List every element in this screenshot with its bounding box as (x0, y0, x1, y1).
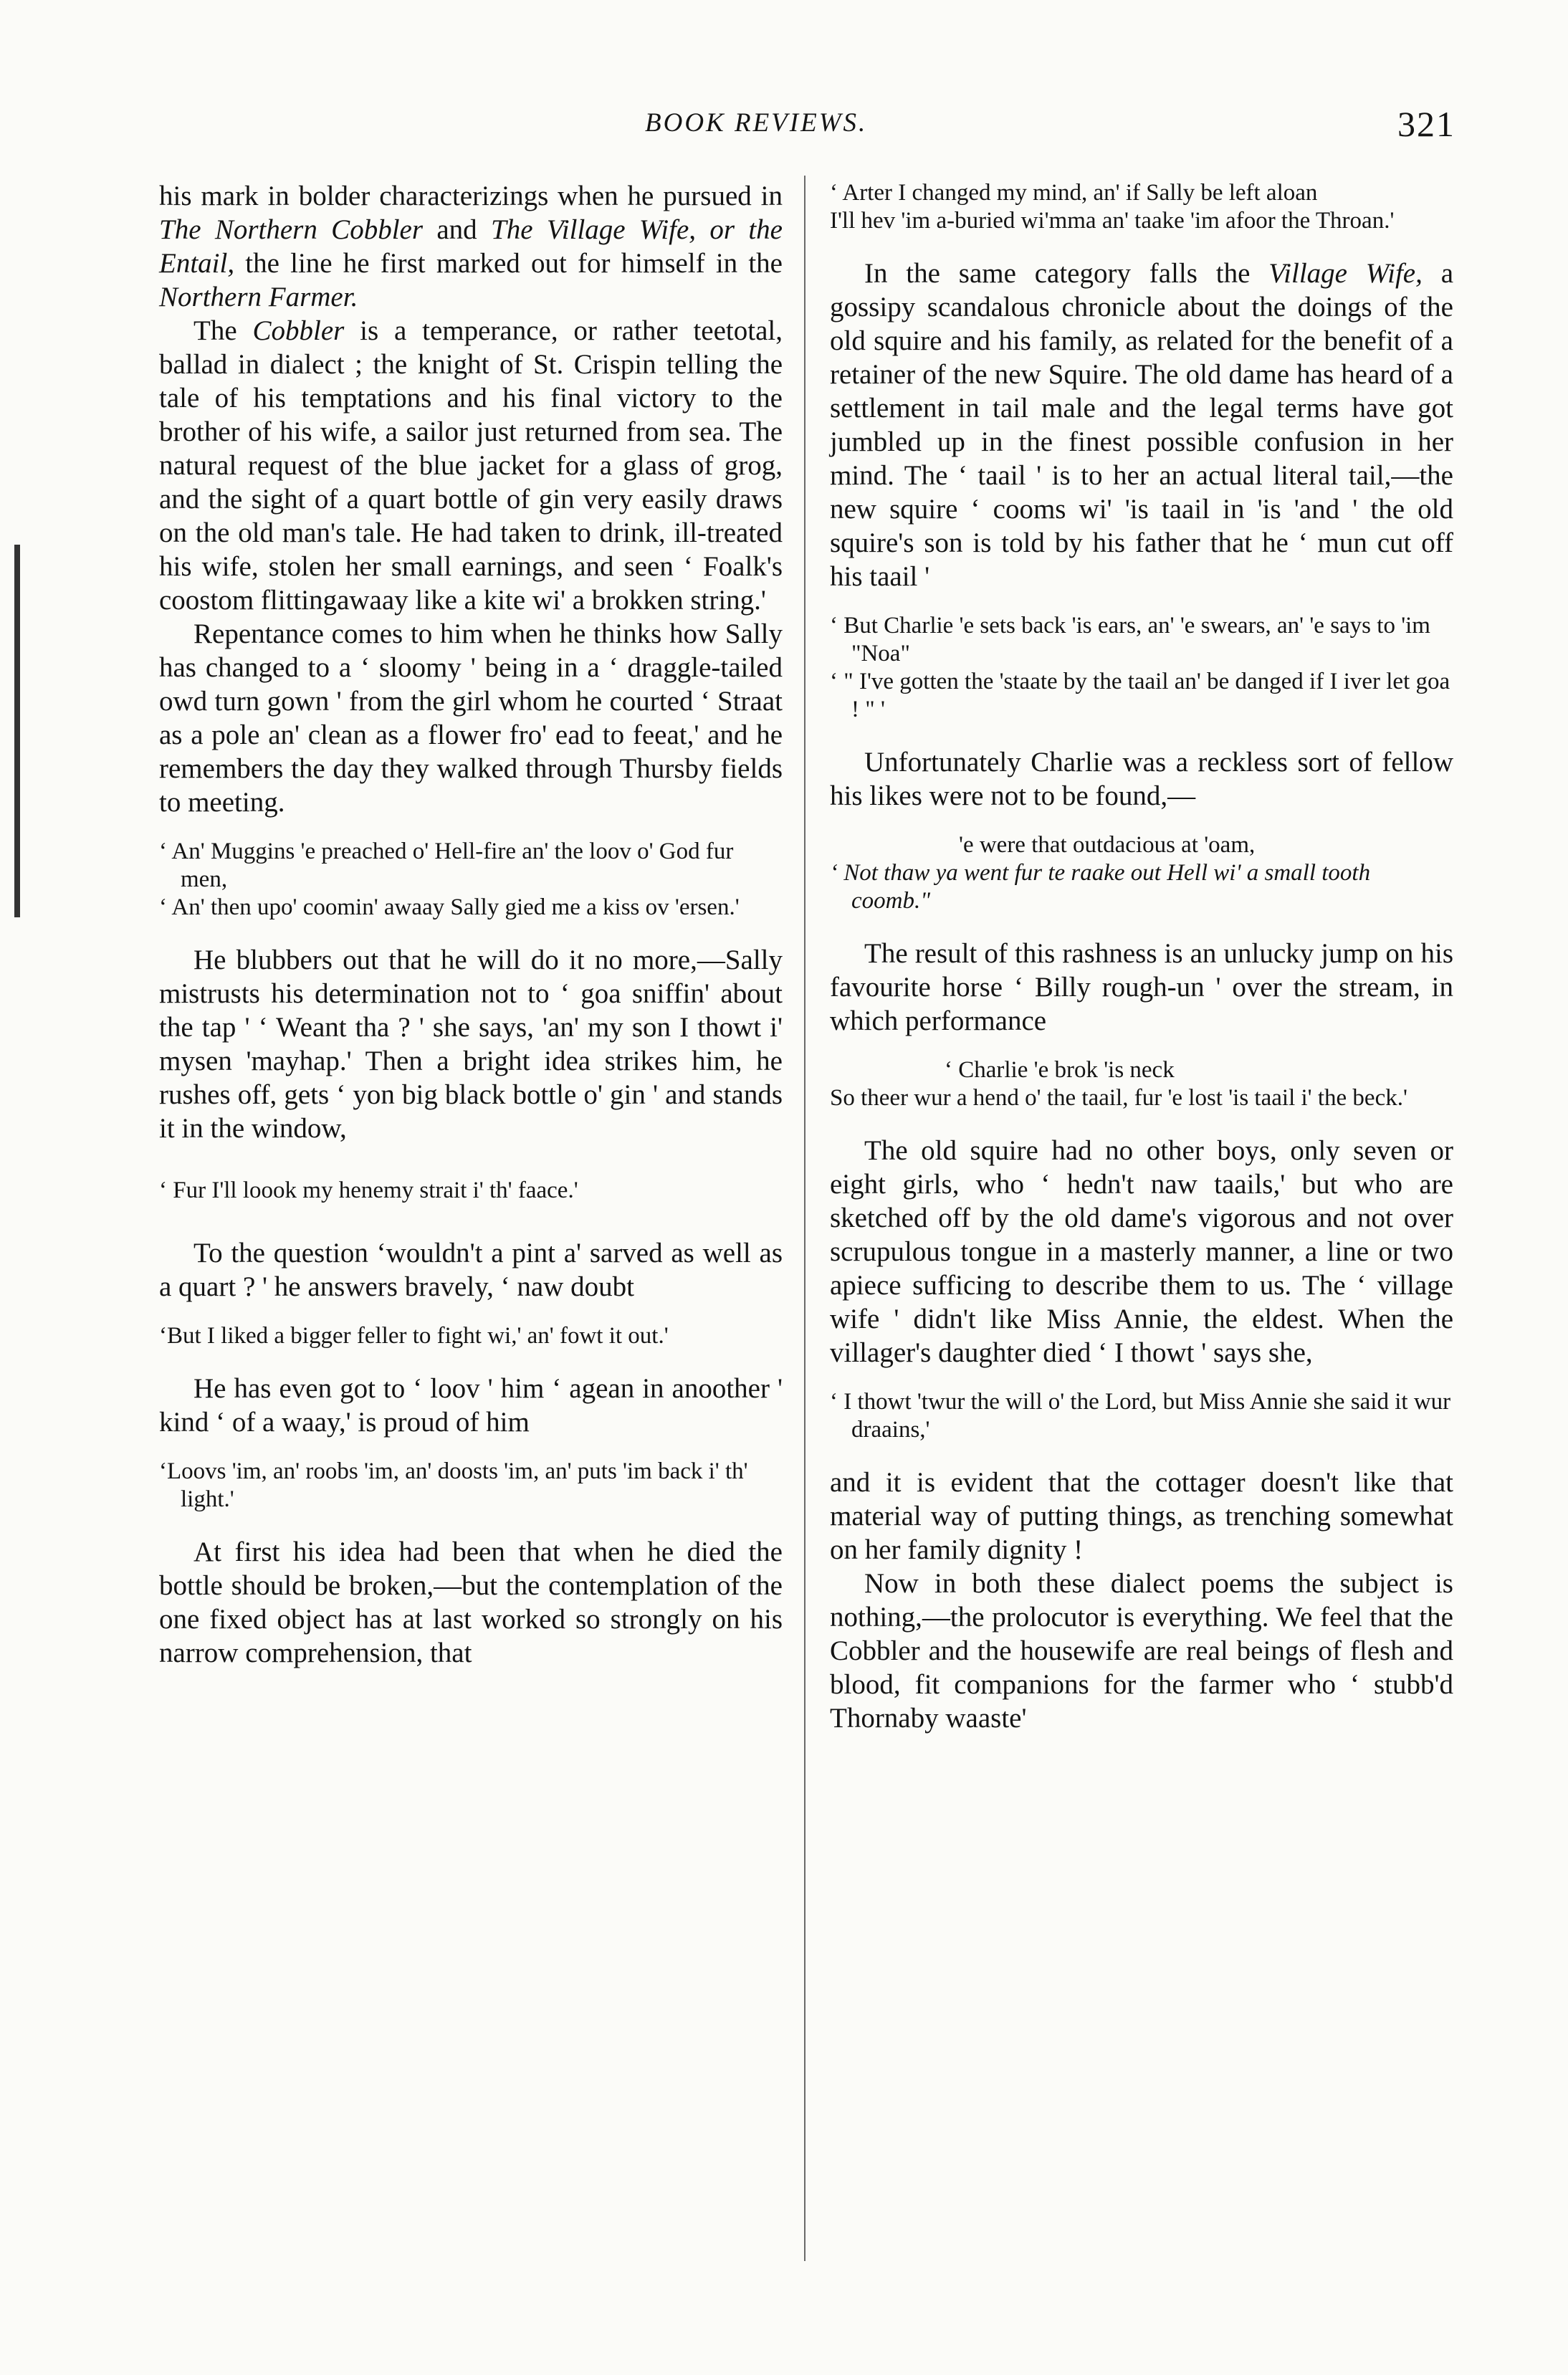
paragraph: his mark in bolder characterizings when he pursued in The Northern Cobbler and The Village Wife, or the Entail, the line he first marked out for himself in the Northern Farmer. (159, 181, 783, 312)
paragraph: He has even got to ‘ loov ' him ‘ agean in anoother ' kind ‘ of a waay,' is proud of him (159, 1373, 783, 1438)
right-column (830, 179, 1453, 1735)
verse-quote (159, 838, 783, 922)
paragraph: At first his idea had been that when he died the bottle should be broken,—but the contemplation of the one fixed object has at last worked so strongly on his narrow comprehension, that (159, 1537, 783, 1668)
verse-line: ‘ Fur I'll loook my henemy strait i' th' faace.' (159, 1177, 578, 1203)
margin-scan-mark (14, 545, 20, 917)
verse-quote (159, 1177, 783, 1205)
verse-quote (830, 1388, 1453, 1444)
paragraph: Repentance comes to him when he thinks how Sally has changed to a ‘ sloomy ' being in a ‘ draggle-tailed owd turn gown ' from the girl whom he courted ‘ Straat as a pole an' clean as a flower fro' ead to feeat,' and he remembers the day they walked through Thursby fields to meeting. (159, 618, 783, 818)
paragraph: He blubbers out that he will do it no more,—Sally mistrusts his determination not to ‘ goa sniffin' about the tap ' ‘ Weant tha ? ' she says, 'an' my son I thowt i' mysen 'mayhap.' Then a bright idea strikes him, he rushes off, gets ‘ yon big black bottle o' gin ' and stands it in the window, (159, 945, 783, 1144)
paragraph: In the same category falls the Village Wife, a gossipy scandalous chronicle about the doings of the old squire and his family, as related for the benefit of a retainer of the new Squire. The old dame has heard of a settlement in tail male and the legal terms have got jumbled up in the finest possible confusion in her mind. The ‘ taail ' is to her an actual literal tail,—the new squire ‘ cooms wi' 'is taail in 'is 'and ' the old squire's son is told by his father that he ‘ mun cut off his taail ' (830, 258, 1454, 592)
verse-line: ‘ An' Muggins 'e preached o' Hell-fire an' the loov o' God fur men, (159, 838, 734, 892)
verse-line: ‘ " I've gotten the 'staate by the taail an' be danged if I iver let goa ! " ' (830, 669, 1450, 722)
verse-line: ‘But I liked a bigger feller to fight wi,' an' fowt it out.' (159, 1323, 669, 1349)
paragraph: The result of this rashness is an unlucky jump on his favourite horse ‘ Billy rough-un ' over the stream, in which performance (830, 938, 1453, 1036)
running-head: BOOK REVIEWS. (645, 108, 868, 138)
verse-quote (830, 831, 1453, 915)
paragraph: Unfortunately Charlie was a reckless sort of fellow his likes were not to be found,— (830, 747, 1453, 811)
page-number: 321 (1397, 104, 1455, 144)
column-divider (804, 176, 805, 2261)
verse-quote (830, 179, 1453, 235)
verse-line: ‘ Arter I changed my mind, an' if Sally be left aloan (830, 180, 1318, 206)
verse-line: ‘ An' then upo' coomin' awaay Sally gied me a kiss ov 'ersen.' (159, 894, 740, 920)
page-header (0, 104, 1568, 150)
paragraph: and it is evident that the cottager doesn't like that material way of putting things, as trenching somewhat on her family dignity ! (830, 1467, 1453, 1565)
verse-line: ‘Loovs 'im, an' roobs 'im, an' doosts 'im, an' puts 'im back i' th' light.' (159, 1458, 748, 1512)
verse-line: ‘ Charlie 'e brok 'is neck (945, 1057, 1175, 1083)
verse-quote (830, 612, 1453, 724)
paragraph: The Cobbler is a temperance, or rather teetotal, ballad in dialect ; the knight of St. Crispin telling the tale of his temptations and his final victory to the brother of his wife, a sailor just returned from sea. The natural request of the blue jacket for a glass of grog, and the sight of a quart bottle of gin very easily draws on the old man's tale. He had taken to drink, ill-treated his wife, stolen her small earnings, and seen ‘ Foalk's coostom flittingawaay like a kite wi' a brokken string.' (159, 315, 783, 616)
verse-line: ‘ But Charlie 'e sets back 'is ears, an' 'e swears, an' 'e says to 'im "Noa" (830, 613, 1430, 666)
verse-quote (159, 1322, 783, 1350)
verse-quote (159, 1458, 783, 1514)
verse-line: 'e were that outdacious at 'oam, (959, 832, 1256, 858)
paragraph: The old squire had no other boys, only seven or eight girls, who ‘ hedn't naw taails,' but who are sketched off by the old dame's vigorous and not over scrupulous tongue in a masterly manner, a line or two apiece sufficing to describe them to us. The ‘ village wife ' didn't like Miss Annie, the eldest. When the villager's daughter died ‘ I thowt ' says she, (830, 1135, 1453, 1368)
paragraph: Now in both these dialect poems the subject is nothing,—the prolocutor is everything. We feel that the Cobbler and the housewife are real beings of flesh and blood, fit companions for the farmer who ‘ stubb'd Thornaby waaste' (830, 1568, 1453, 1734)
verse-line: ‘ I thowt 'twur the will o' the Lord, but Miss Annie she said it wur draains,' (830, 1389, 1451, 1443)
left-column (159, 179, 783, 1670)
verse-quote (830, 1056, 1453, 1112)
verse-line: ‘ Not thaw ya went fur te raake out Hell wi' a small tooth coomb." (830, 860, 1371, 914)
verse-line: So theer wur a hend o' the taail, fur 'e lost 'is taail i' the beck.' (830, 1085, 1407, 1111)
paragraph: To the question ‘wouldn't a pint a' sarved as well as a quart ? ' he answers bravely, ‘ naw doubt (159, 1238, 783, 1302)
verse-line: I'll hev 'im a-buried wi'mma an' taake 'im afoor the Throan.' (830, 208, 1395, 234)
